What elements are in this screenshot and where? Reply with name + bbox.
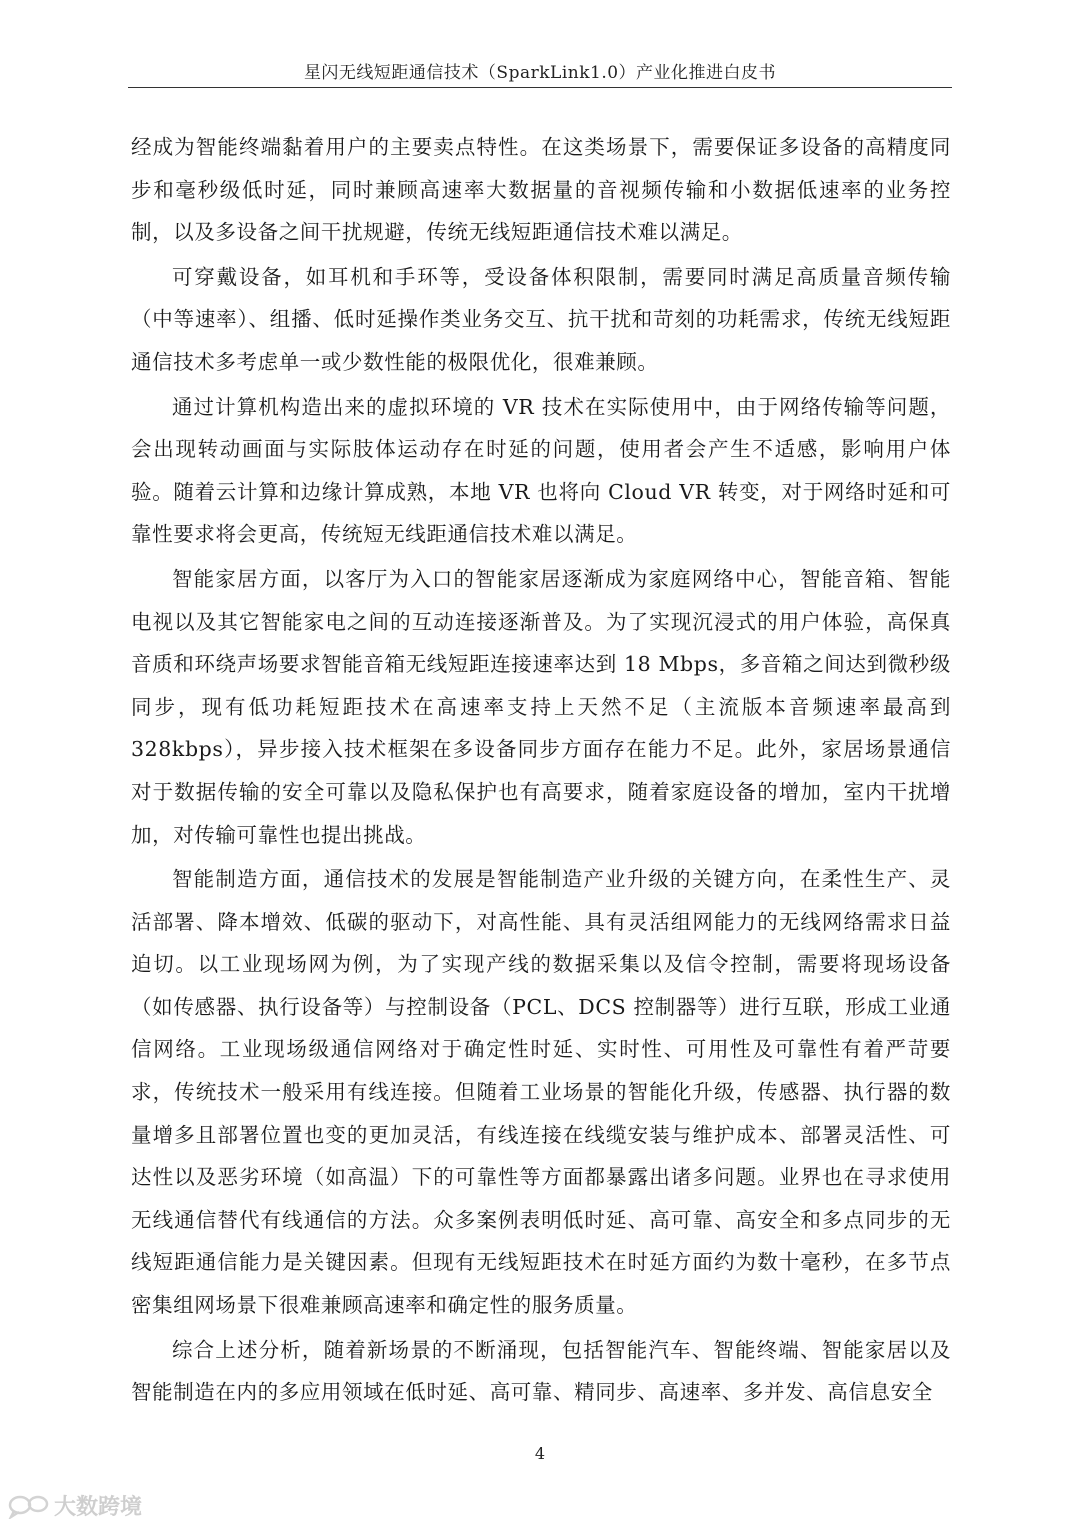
- paragraph-4: 智能家居方面，以客厅为入口的智能家居逐渐成为家庭网络中心，智能音箱、智能电视以及其它智能家电之间的互动连接逐渐普及。为了实现沉浸式的用户体验，高保真音质和环绕声场要求智能音箱无线短距连接速率达到 18 Mbps，多音箱之间达到微秒级同步，现有低功耗短距技术在高速率支持上天然不足（主流版本音频速率最高到328kbps），异步接入技术框架在多设备同步方面存在能力不足。此外，家居场景通信对于数据传输的安全可靠以及隐私保护也有高要求，随着家庭设备的增加，室内干扰增加，对传输可靠性也提出挑战。: [131, 566, 951, 847]
- watermark: [8, 1490, 142, 1521]
- paragraph-3: 通过计算机构造出来的虚拟环境的 VR 技术在实际使用中，由于网络传输等问题，会出现转动画面与实际肢体运动存在时延的问题，使用者会产生不适感，影响用户体验。随着云计算和边缘计算成熟，本地 VR 也将向 Cloud VR 转变，对于网络时延和可靠性要求将会更高，传统短无线距通信技术难以满足。: [131, 394, 951, 547]
- watermark-text: 大数跨境: [54, 1495, 143, 1520]
- body-text: [131, 126, 951, 1416]
- paragraph-5: 智能制造方面，通信技术的发展是智能制造产业升级的关键方向，在柔性生产、灵活部署、降本增效、低碳的驱动下，对高性能、具有灵活组网能力的无线网络需求日益迫切。以工业现场网为例，为了实现产线的数据采集以及信令控制，需要将现场设备（如传感器、执行设备等）与控制设备（PCL、DCS 控制器等）进行互联，形成工业通信网络。工业现场级通信网络对于确定性时延、实时性、可用性及可靠性有着严苛要求，传统技术一般采用有线连接。但随着工业场景的智能化升级，传感器、执行器的数量增多且部署位置也变的更加灵活，有线连接在线缆安装与维护成本、部署灵活性、可达性以及恶劣环境（如高温）下的可靠性等方面都暴露出诸多问题。业界也在寻求使用无线通信替代有线通信的方法。众多案例表明低时延、高可靠、高安全和多点同步的无线短距通信能力是关键因素。但现有无线短距技术在时延方面约为数十毫秒，在多节点密集组网场景下很难兼顾高速率和确定性的服务质量。: [131, 867, 951, 1318]
- header-rule: [128, 87, 952, 88]
- chat-bubble-icon: [8, 1493, 50, 1519]
- page-number: 4: [534, 1444, 546, 1463]
- running-header: 星闪无线短距通信技术（SparkLink1.0）产业化推进白皮书: [303, 63, 777, 83]
- paragraph-1: 经成为智能终端黏着用户的主要卖点特性。在这类场景下，需要保证多设备的高精度同步和毫秒级低时延，同时兼顾高速率大数据量的音视频传输和小数据低速率的业务控制，以及多设备之间干扰规避，传统无线短距通信技术难以满足。: [131, 135, 951, 245]
- paragraph-2: 可穿戴设备，如耳机和手环等，受设备体积限制，需要同时满足高质量音频传输（中等速率）、组播、低时延操作类业务交互、抗干扰和苛刻的功耗需求，传统无线短距通信技术多考虑单一或少数性能的极限优化，很难兼顾。: [131, 264, 951, 374]
- paragraph-6: 综合上述分析，随着新场景的不断涌现，包括智能汽车、智能终端、智能家居以及智能制造在内的多应用领域在低时延、高可靠、精同步、高速率、多并发、高信息安全: [131, 1337, 951, 1405]
